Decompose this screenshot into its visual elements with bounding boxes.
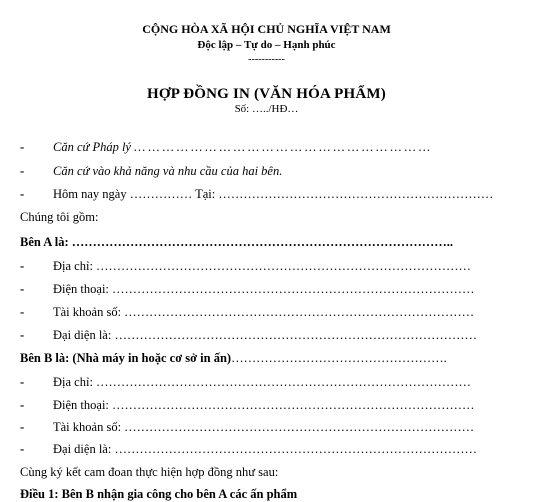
bullet: - [20,140,25,154]
legal-basis-line [20,140,430,155]
party-b-account [20,420,474,435]
bullet: - [20,375,25,389]
bullet: - [20,398,25,412]
party-b-heading-label: Bên B là: (Nhà máy in hoặc cơ sở in ấn) [20,351,232,365]
party-b-representative [20,442,477,457]
bullet: - [20,282,25,296]
bullet: - [20,328,25,342]
party-a-address-text: Địa chỉ: ……………………………………………………………………………… [53,259,472,273]
party-a-account-text: Tài khoản số: ………………………………………………………………………… [53,305,475,319]
republic-header: CỘNG HÒA XÃ HỘI CHỦ NGHĨA VIỆT NAM [142,22,391,36]
party-b-address-text: Địa chỉ: ……………………………………………………………………………… [53,375,472,389]
bullet: - [20,187,25,201]
bullet: - [20,259,25,273]
party-b-heading-dots: ……………………………………………. [231,351,447,365]
party-b-account-text: Tài khoản số: ………………………………………………………………………… [53,420,475,434]
party-a-phone [20,282,475,297]
party-b-heading [20,351,447,366]
party-a-heading: Bên A là: ……………………………………………………………………………….. [20,235,453,249]
party-b-phone [20,398,475,413]
date-place-line [20,187,493,202]
bullet: - [20,164,25,178]
party-a-representative [20,328,477,343]
bullet: - [20,442,25,456]
document-number: Số: …../HĐ… [234,103,299,115]
bullet: - [20,305,25,319]
capability-line [20,164,282,179]
motto: Độc lập – Tự do – Hạnh phúc [197,39,336,51]
header-divider: ----------- [248,54,285,65]
party-b-address [20,375,471,390]
parties-intro: Chúng tôi gồm: [20,210,99,224]
article-1-heading: Điều 1: Bên B nhận gia công cho bên A các ấn phẩm [20,487,298,501]
party-b-phone-text: Điện thoại: …………………………………………………………………………… [53,398,475,412]
party-a-phone-text: Điện thoại: …………………………………………………………………………… [53,282,475,296]
agreement-intro: Cùng ký kết cam đoan thực hiện hợp đồng như sau: [20,465,279,479]
document-title: HỢP ĐỒNG IN (VĂN HÓA PHẨM) [147,86,386,102]
bullet: - [20,420,25,434]
party-b-representative-text: Đại diện là: …………………………………………………………………………… [53,442,477,456]
legal-basis-text: Căn cứ Pháp lý … … … … … … … … … … … … … … … … … … … … … [53,140,431,154]
party-a-account [20,305,474,320]
date-place-text: Hôm nay ngày …………… Tại: ………………………………………………………… [53,187,494,201]
party-a-address [20,259,471,274]
party-a-representative-text: Đại diện là: …………………………………………………………………………… [53,328,477,342]
capability-text: Căn cứ vào khả năng và nhu cầu của hai bên. [53,164,283,178]
